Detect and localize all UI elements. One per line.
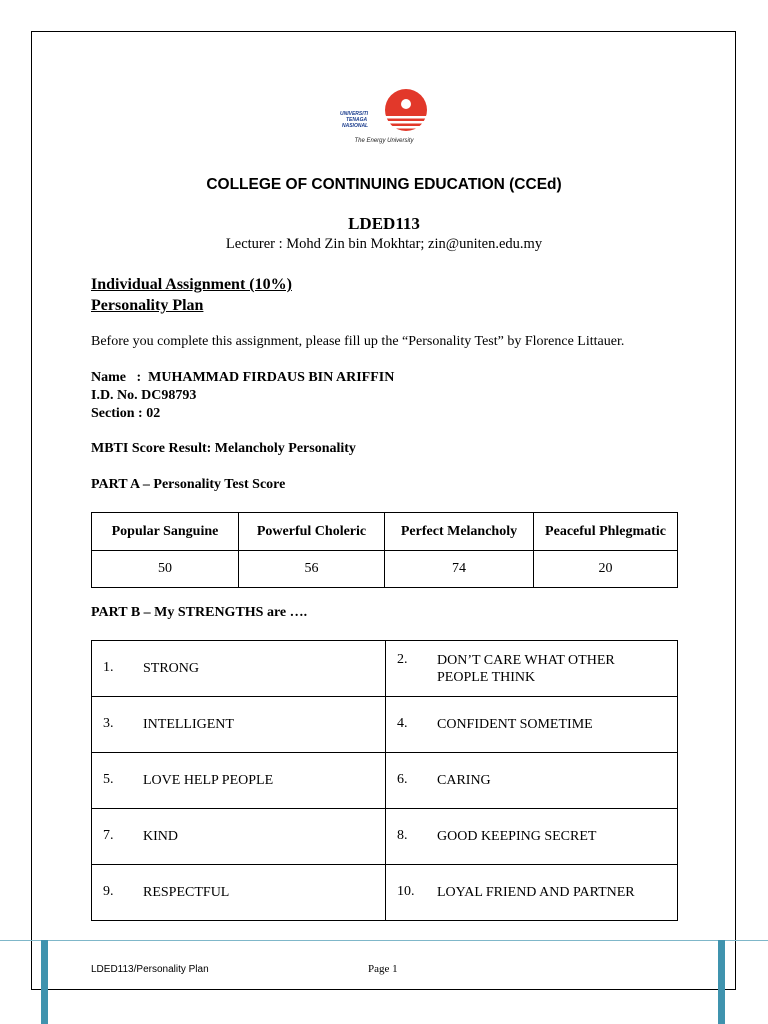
score-sanguine: 50 <box>92 551 239 588</box>
strength-number: 6. <box>397 772 408 787</box>
instruction-text: Before you complete this assignment, please fill up the “Personality Test” by Florence Littauer. <box>91 334 625 349</box>
logo-caption: The Energy University <box>354 138 414 144</box>
table-row <box>92 697 678 753</box>
strength-cell <box>386 809 678 865</box>
course-code: LDED113 <box>348 214 420 233</box>
strength-number: 2. <box>397 651 408 667</box>
strength-cell <box>386 641 678 697</box>
strength-text: LOYAL FRIEND AND PARTNER <box>437 885 635 900</box>
part-a-title: PART A – Personality Test Score <box>91 477 286 492</box>
strength-cell <box>92 865 386 921</box>
footer-bar-left <box>41 940 48 1024</box>
footer-rule <box>0 940 768 941</box>
table-row <box>92 865 678 921</box>
strength-text: GOOD KEEPING SECRET <box>437 829 597 844</box>
header-choleric: Powerful Choleric <box>239 513 385 551</box>
score-value-row <box>92 551 678 588</box>
personality-score-table <box>91 512 678 588</box>
part-b-title: PART B – My STRENGTHS are …. <box>91 605 308 620</box>
strength-text: CARING <box>437 773 491 788</box>
strength-number: 1. <box>103 660 114 675</box>
strength-cell <box>386 753 678 809</box>
strength-cell <box>92 809 386 865</box>
strength-number: 8. <box>397 828 408 843</box>
strength-cell <box>386 865 678 921</box>
strength-text: LOVE HELP PEOPLE <box>143 773 274 788</box>
strength-text: KIND <box>143 829 178 844</box>
header-melancholy: Perfect Melancholy <box>385 513 534 551</box>
footer-doc-label: LDED113/Personality Plan <box>91 964 209 975</box>
strength-number: 10. <box>397 884 415 899</box>
strength-cell <box>92 697 386 753</box>
student-section: Section : 02 <box>91 406 161 421</box>
strength-text: RESPECTFUL <box>143 885 230 900</box>
strength-number: 7. <box>103 828 114 843</box>
score-melancholy: 74 <box>385 551 534 588</box>
strength-cell <box>92 753 386 809</box>
lecturer-line: Lecturer : Mohd Zin bin Mokhtar; zin@uniten.edu.my <box>225 236 543 252</box>
college-title: COLLEGE OF CONTINUING EDUCATION (CCEd) <box>206 176 562 193</box>
table-row <box>92 753 678 809</box>
header-phlegmatic: Peaceful Phlegmatic <box>534 513 678 551</box>
strength-text: CONFIDENT SOMETIME <box>437 717 593 732</box>
score-choleric: 56 <box>239 551 385 588</box>
score-header-row <box>92 513 678 551</box>
student-id: I.D. No. DC98793 <box>91 388 197 403</box>
strengths-table <box>91 640 678 921</box>
table-row <box>92 641 678 697</box>
logo-line-3: NASIONAL <box>342 123 369 129</box>
strength-number: 4. <box>397 716 408 731</box>
score-phlegmatic: 20 <box>534 551 678 588</box>
strength-text: STRONG <box>143 661 200 676</box>
header-sanguine: Popular Sanguine <box>92 513 239 551</box>
strength-text: INTELLIGENT <box>143 717 234 732</box>
assignment-title: Individual Assignment (10%) <box>91 276 292 293</box>
strength-cell <box>92 641 386 697</box>
mbti-result: MBTI Score Result: Melancholy Personality <box>91 441 356 456</box>
strength-number: 5. <box>103 772 114 787</box>
strength-cell <box>386 697 678 753</box>
strength-text: DON’T CARE WHAT OTHER PEOPLE THINK <box>437 652 615 685</box>
student-name: Name : MUHAMMAD FIRDAUS BIN ARIFFIN <box>91 370 395 385</box>
footer-bar-right <box>718 940 725 1024</box>
logo-line-2: TENAGA <box>346 117 368 123</box>
logo-line-1: UNIVERSITI <box>340 111 369 117</box>
strength-number: 9. <box>103 884 114 899</box>
table-row <box>92 809 678 865</box>
strength-number: 3. <box>103 716 114 731</box>
assignment-subtitle: Personality Plan <box>91 297 204 314</box>
footer-page-number: Page 1 <box>368 963 398 975</box>
